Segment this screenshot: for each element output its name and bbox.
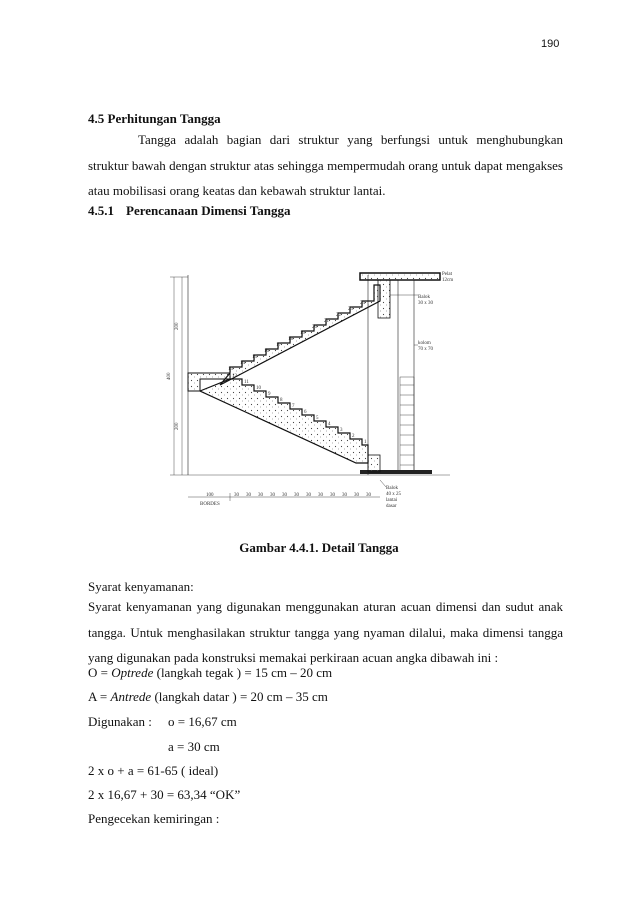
svg-text:30: 30 <box>366 493 371 498</box>
step-24: 24 <box>360 301 365 306</box>
subsection-title <box>88 203 290 219</box>
comfort-heading: Syarat kenyamanan: <box>88 579 194 594</box>
svg-text:30: 30 <box>246 493 251 498</box>
antrede-term: Antrede <box>110 689 152 704</box>
used-o-value: o = 16,67 cm <box>168 714 237 729</box>
stair-detail-drawing <box>160 265 460 525</box>
step-20: 20 <box>312 325 317 330</box>
dim-total-label: 400 <box>167 372 172 380</box>
step-15: 15 <box>252 355 257 360</box>
svg-text:30: 30 <box>306 493 311 498</box>
section-title: 4.5 Perhitungan Tangga <box>88 111 221 126</box>
used-a-value: a = 30 cm <box>168 739 220 754</box>
dim-upper-label: 200 <box>175 322 180 330</box>
top-beam-label: Balok <box>418 295 430 300</box>
step-13: 13 <box>228 367 233 372</box>
column-dim: 70 x 70 <box>418 347 433 352</box>
svg-text:30: 30 <box>354 493 359 498</box>
lower-flight <box>200 379 368 463</box>
formula-check: 2 x 16,67 + 30 = 63,34 “OK” <box>88 787 241 802</box>
lantai-label: lantai <box>386 498 398 503</box>
svg-text:30: 30 <box>258 493 263 498</box>
step-23: 23 <box>348 307 353 312</box>
svg-text:30: 30 <box>330 493 335 498</box>
antrede-line: A = Antrede (langkah datar ) = 20 cm – 35 cm <box>88 689 328 704</box>
svg-text:30: 30 <box>282 493 287 498</box>
top-beam-dim: 30 x 30 <box>418 301 433 306</box>
bordes-dim: 100 <box>206 493 214 498</box>
intro-paragraph: Tangga adalah bagian dari struktur yang berfungsi untuk menghubungkan struktur bawah dengan struktur atas sehingga mempermudah orang untuk dapat mengakses atau mobilisasi orang keatas dan kebawah struktur lantai. <box>88 132 563 198</box>
top-slab <box>360 273 440 280</box>
optrede-term: Optrede <box>111 665 154 680</box>
comfort-paragraph: Syarat kenyamanan yang digunakan menggunakan aturan acuan dimensi dan sudut anak tangga. Untuk menghasilakan struktur tangga yang nyaman dilalui, maka dimensi tangga yang digunakan pada konstruksi memakai perkiraan acuan angka dibawah ini : <box>88 599 563 665</box>
step-16: 16 <box>264 349 269 354</box>
subsection-heading: Perencanaan Dimensi Tangga <box>126 203 291 218</box>
step-11: 11 <box>244 380 249 385</box>
step-4: 4 <box>328 422 331 427</box>
formula-ideal: 2 x o + a = 61-65 ( ideal) <box>88 763 219 778</box>
svg-text:30: 30 <box>318 493 323 498</box>
bottom-beam-dim: 40 x 25 <box>386 492 401 497</box>
step-10: 10 <box>256 386 261 391</box>
step-3: 3 <box>340 428 343 433</box>
dim-lower-label: 200 <box>175 422 180 430</box>
step-18: 18 <box>288 337 293 342</box>
step-12: 12 <box>232 374 237 379</box>
bottom-beam <box>368 455 380 472</box>
column <box>398 280 414 472</box>
step-2: 2 <box>352 434 355 439</box>
bordes-label: BORDES <box>200 502 220 507</box>
step-19: 19 <box>300 331 305 336</box>
step-1: 1 <box>364 440 367 445</box>
step-17: 17 <box>276 343 281 348</box>
svg-text:30: 30 <box>294 493 299 498</box>
optrede-line: O = Optrede (langkah tegak ) = 15 cm – 20 cm <box>88 665 333 680</box>
subsection-number: 4.5.1 <box>88 203 114 218</box>
pelat-thickness-label: 12cm <box>442 278 454 283</box>
used-o-line <box>88 714 237 730</box>
tread-dims <box>234 493 372 498</box>
svg-text:30: 30 <box>234 493 239 498</box>
figure-caption: Gambar 4.4.1. Detail Tangga <box>239 540 399 555</box>
bottom-beam-label: Balok <box>386 486 398 491</box>
pelat-label: Pelat <box>442 272 452 277</box>
step-22: 22 <box>336 313 341 318</box>
column-label: kolom <box>418 341 431 346</box>
step-9: 9 <box>268 392 271 397</box>
svg-text:30: 30 <box>270 493 275 498</box>
page-number: 190 <box>541 38 560 50</box>
step-8: 8 <box>280 398 283 403</box>
dasar-label: dasar <box>386 504 397 509</box>
slope-check-heading: Pengecekan kemiringan : <box>88 811 220 826</box>
svg-text:30: 30 <box>342 493 347 498</box>
step-6: 6 <box>304 410 307 415</box>
step-21: 21 <box>324 319 329 324</box>
step-5: 5 <box>316 416 319 421</box>
foundation-hatch <box>400 377 414 472</box>
step-14: 14 <box>240 361 245 366</box>
step-7: 7 <box>292 404 295 409</box>
used-label: Digunakan : <box>88 714 152 729</box>
